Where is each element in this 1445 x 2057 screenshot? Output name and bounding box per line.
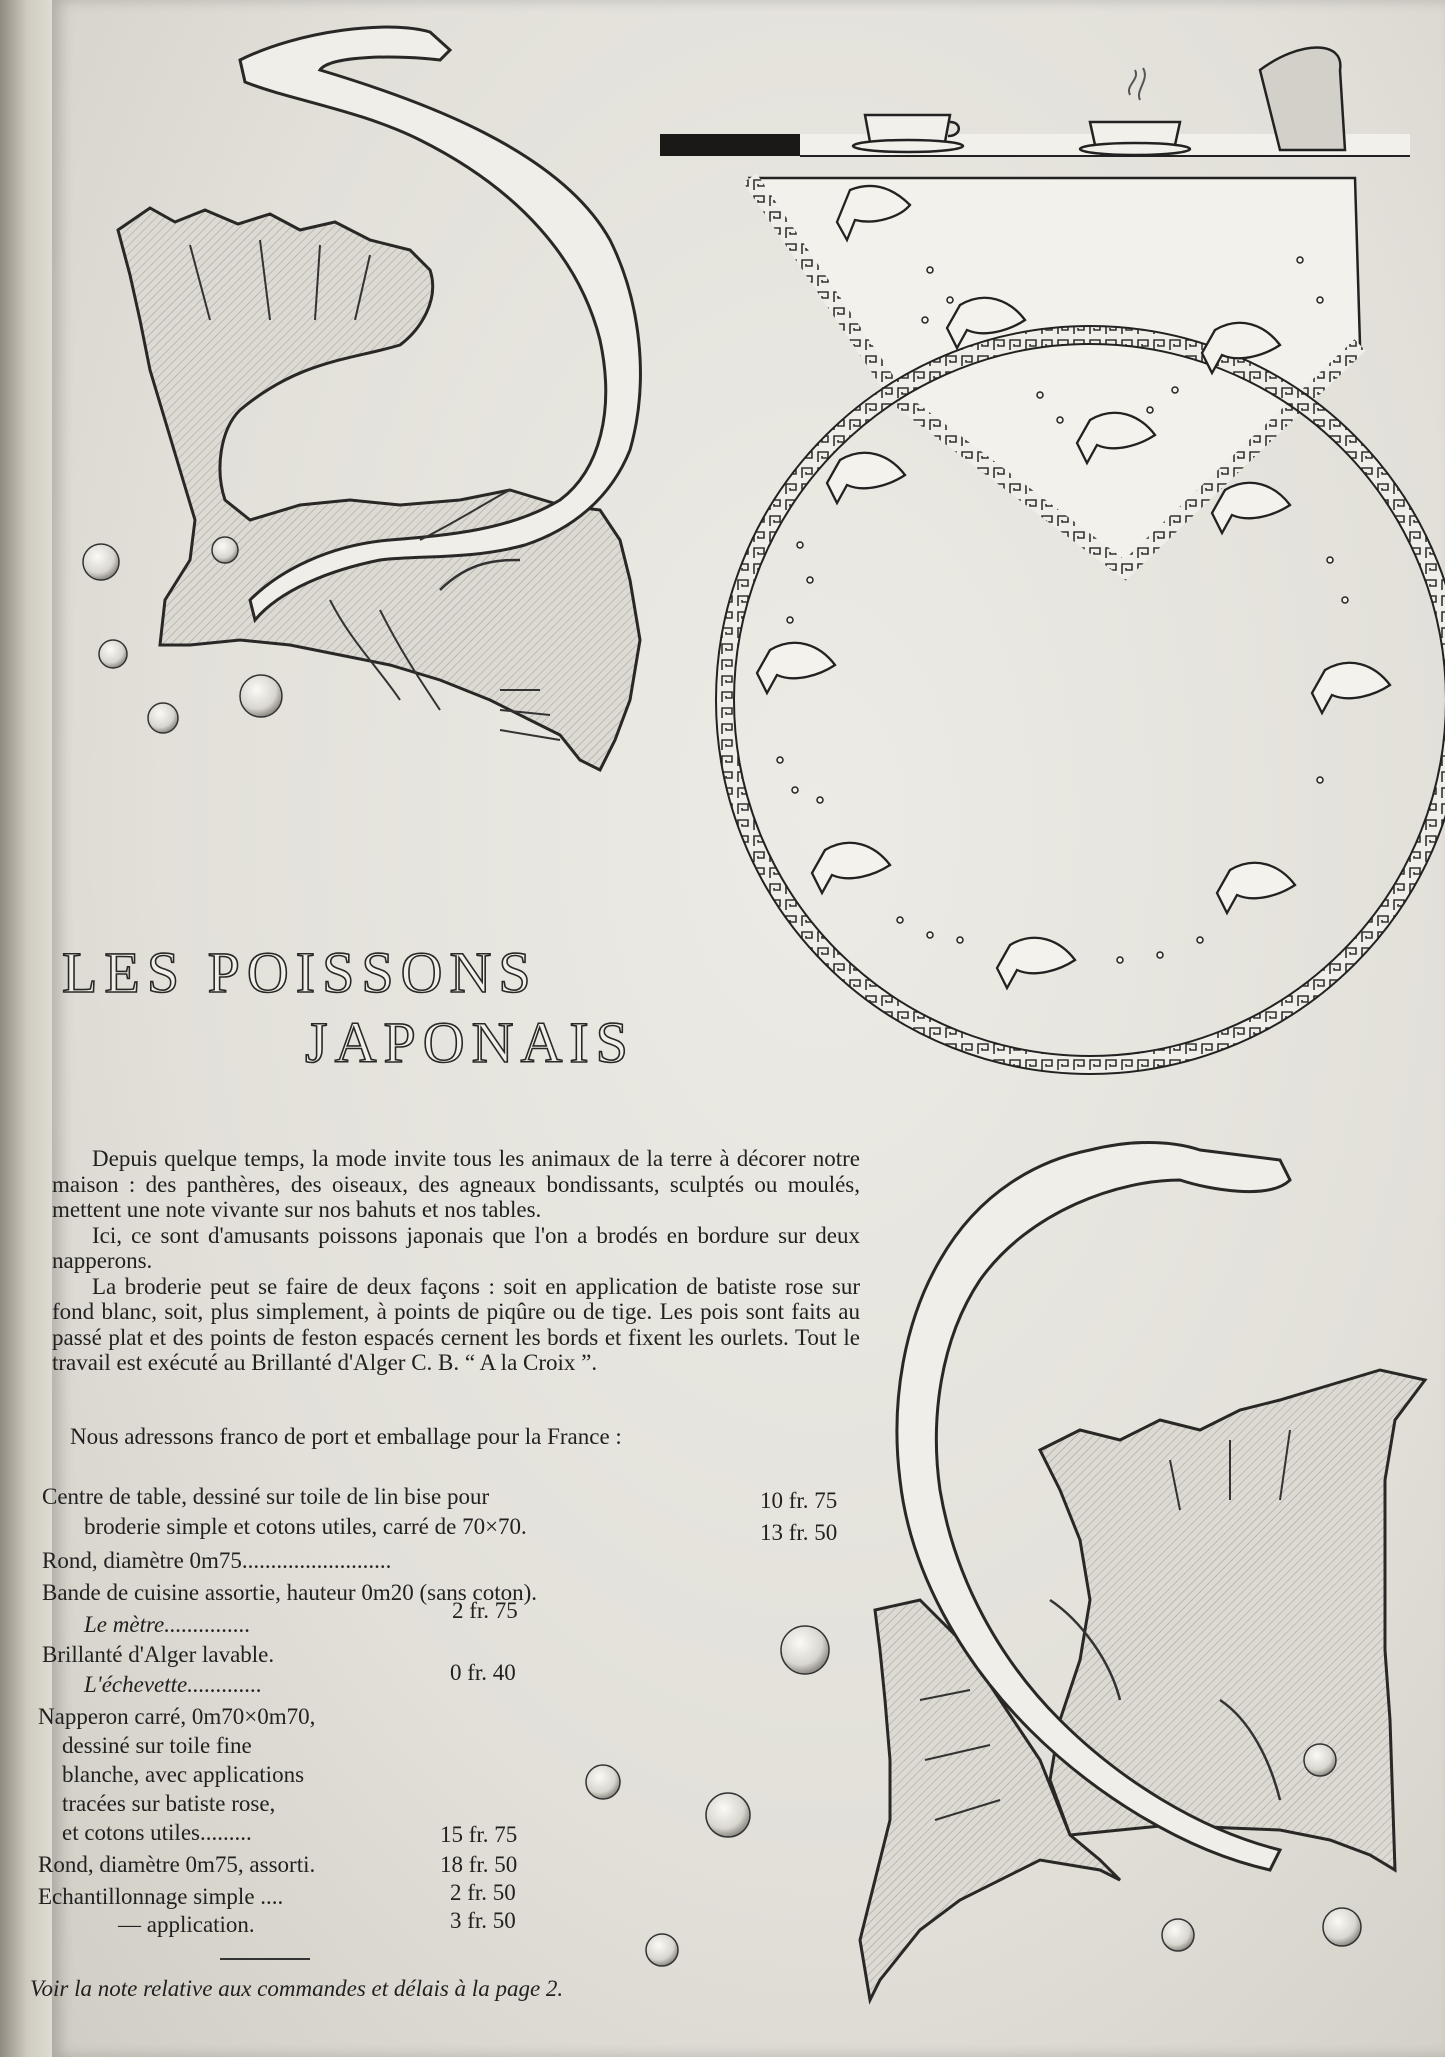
teacup-icon: [853, 115, 963, 152]
order-footnote: [30, 1970, 590, 2008]
title-line-2: JAPONAIS: [305, 1009, 635, 1075]
offer-intro: Nous adressons franco de port et emballage pour la France :: [70, 1424, 622, 1449]
divider: [220, 1958, 310, 1960]
item-price: 2 fr. 50: [450, 1880, 516, 1905]
item-price: 0 fr. 40: [450, 1660, 516, 1685]
teacup-icon: [1080, 68, 1190, 155]
item-price: 10 fr. 75: [760, 1488, 838, 1513]
item-line: Bande de cuisine assortie, hauteur 0m20 (sans coton).: [42, 1580, 538, 1605]
item-line: Rond, diamètre 0m75, assorti.: [38, 1852, 316, 1877]
item-line: Napperon carré, 0m70×0m70,: [38, 1704, 316, 1729]
tablecloth-with-fish: [660, 48, 1445, 1075]
paragraph: Depuis quelque temps, la mode invite tous les animaux de la terre à décorer notre maison : des panthères, des oiseaux, des agneaux bondissants, sculptés ou moulés, mettent une note vivante sur nos bahuts et nos tables.: [52, 1146, 860, 1222]
item-line: Le mètre...............: [84, 1612, 251, 1637]
item-price: 3 fr. 50: [450, 1908, 516, 1933]
item-price: 18 fr. 50: [440, 1852, 518, 1877]
item-price: 2 fr. 75: [452, 1598, 518, 1623]
item-line: blanche, avec applications: [62, 1762, 305, 1787]
article-body: [52, 1146, 860, 1376]
item-line: broderie simple et cotons utiles, carré de 70×70.: [84, 1514, 527, 1539]
item-line: — application.: [118, 1912, 255, 1937]
item-line: tracées sur batiste rose,: [62, 1791, 276, 1816]
fish-pattern-left: [83, 27, 640, 770]
item-line: Brillanté d'Alger lavable.: [42, 1642, 275, 1667]
item-line: L'échevette.............: [84, 1672, 262, 1697]
item-line: Centre de table, dessiné sur toile de lin bise pour: [42, 1484, 490, 1509]
item-price: 15 fr. 75: [440, 1822, 518, 1847]
item-line: dessiné sur toile fine: [62, 1733, 252, 1758]
item-line: et cotons utiles.........: [62, 1820, 252, 1845]
item-price: 13 fr. 50: [760, 1520, 838, 1545]
item-line: Echantillonnage simple ....: [38, 1884, 284, 1909]
article-title: [62, 938, 702, 1077]
item-line: Rond, diamètre 0m75..........................: [42, 1548, 392, 1573]
paragraph: La broderie peut se faire de deux façons : soit en application de batiste rose sur fond blanc, soit, plus simplement, à points de piqûre ou de tige. Les pois sont faits au passé plat et des points de feston espacés cernent les bords et fixent les ourlets. Tout le travail est exécuté au Brillanté d'Alger C. B. “ A la Croix ”.: [52, 1273, 860, 1375]
footnote-text: Voir la note relative aux commandes et délais à la page 2.: [30, 1976, 564, 2001]
paragraph: Ici, ce sont d'amusants poissons japonais que l'on a brodés en bordure sur deux napperons.: [52, 1222, 860, 1273]
title-line-1: LES POISSONS: [62, 940, 538, 1005]
